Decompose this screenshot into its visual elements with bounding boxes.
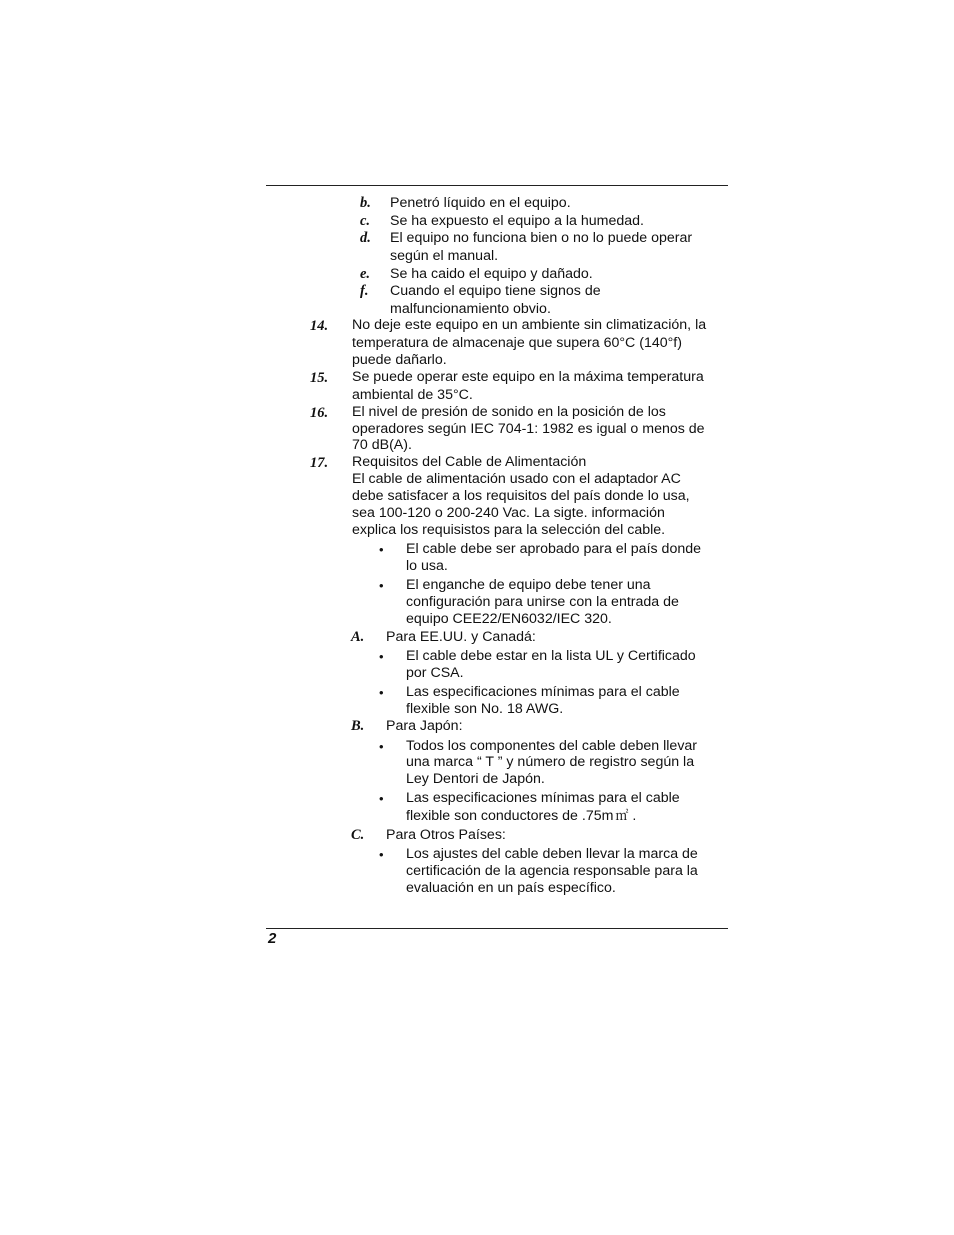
item-heading: Requisitos del Cable de Alimentación <box>352 454 587 470</box>
bullet-glyph: • <box>379 542 384 557</box>
bullet-text: Las especificaciones mínimas para el cable <box>406 790 680 806</box>
item-text: puede dañarlo. <box>352 352 447 368</box>
bullet-text: Las especificaciones mínimas para el cable <box>406 684 680 700</box>
sub-item-text: malfuncionamiento obvio. <box>390 301 551 317</box>
bullet-glyph: • <box>379 578 384 593</box>
sub-item-label: f. <box>360 283 369 299</box>
bullet-text: lo usa. <box>406 558 448 574</box>
section-label: B. <box>351 718 365 734</box>
sub-item-label: e. <box>360 266 371 282</box>
item-text: 70 dB(A). <box>352 437 412 453</box>
item-text: temperatura de almacenaje que supera 60°C (140°f) <box>352 335 682 351</box>
square-meter-unit: ㎡ <box>615 809 629 824</box>
bullet-text: Los ajustes del cable deben llevar la marca de <box>406 846 698 862</box>
bullet-text: Todos los componentes del cable deben llevar <box>406 738 698 754</box>
bullet-text: equipo CEE22/EN6032/IEC 320. <box>406 611 612 627</box>
sentence-end: . <box>632 808 637 824</box>
header-rule <box>266 185 728 186</box>
page-number: 2 <box>268 930 277 947</box>
item-text: debe satisfacer a los requisitos del país donde lo usa, <box>352 488 690 504</box>
sub-item-text: Cuando el equipo tiene signos de <box>390 283 601 299</box>
sub-item-text: según el manual. <box>390 248 499 264</box>
bullet-text: El cable debe estar en la lista UL y Certificado <box>406 648 696 664</box>
item-text: Se puede operar este equipo en la máxima temperatura <box>352 369 704 385</box>
bullet-glyph: • <box>379 847 384 862</box>
section-title: Para EE.UU. y Canadá: <box>386 629 536 645</box>
sub-item-text: Se ha caido el equipo y dañado. <box>390 266 593 282</box>
item-text: No deje este equipo en un ambiente sin climatización, la <box>352 317 707 333</box>
item-text: ambiental de 35°C. <box>352 387 473 403</box>
sub-item-label: b. <box>360 195 371 211</box>
bullet-glyph: • <box>379 649 384 664</box>
bullet-text: Ley Dentori de Japón. <box>406 771 545 787</box>
item-number: 17. <box>310 455 329 471</box>
sub-item-label: d. <box>360 230 371 246</box>
item-number: 16. <box>310 405 329 421</box>
bullet-text: certificación de la agencia responsable para la <box>406 863 698 879</box>
bullet-glyph: • <box>379 739 384 754</box>
item-text: El cable de alimentación usado con el adaptador AC <box>352 471 681 487</box>
bullet-text: una marca “ T ” y número de registro según la <box>406 754 695 770</box>
bullet-text: El cable debe ser aprobado para el país donde <box>406 541 702 557</box>
sub-item-text: El equipo no funciona bien o no lo puede operar <box>390 230 693 246</box>
bullet-glyph: • <box>379 685 384 700</box>
bullet-glyph: • <box>379 791 384 806</box>
section-title: Para Japón: <box>386 718 463 734</box>
item-text: sea 100-120 o 200-240 Vac. La sigte. información <box>352 505 665 521</box>
bullet-text: flexible son No. 18 AWG. <box>406 701 564 717</box>
bullet-text: flexible son conductores de .75m <box>406 808 614 824</box>
sub-item-text: Se ha expuesto el equipo a la humedad. <box>390 213 644 229</box>
section-title: Para Otros Países: <box>386 827 506 843</box>
item-text: explica los requisistos para la selección del cable. <box>352 522 666 538</box>
section-label: C. <box>351 827 365 843</box>
footer-rule <box>266 928 728 929</box>
sub-item-text: Penetró líquido en el equipo. <box>390 195 571 211</box>
bullet-text: configuración para unirse con la entrada de <box>406 594 679 610</box>
item-number: 15. <box>310 370 329 386</box>
bullet-text-with-unit <box>406 808 636 825</box>
item-text: El nivel de presión de sonido en la posición de los <box>352 404 666 420</box>
section-label: A. <box>351 629 365 645</box>
item-number: 14. <box>310 318 329 334</box>
bullet-text: El enganche de equipo debe tener una <box>406 577 651 593</box>
bullet-text: por CSA. <box>406 665 464 681</box>
item-text: operadores según IEC 704-1: 1982 es igual o menos de <box>352 421 705 437</box>
bullet-text: evaluación en un país específico. <box>406 880 616 896</box>
sub-item-label: c. <box>360 213 371 229</box>
